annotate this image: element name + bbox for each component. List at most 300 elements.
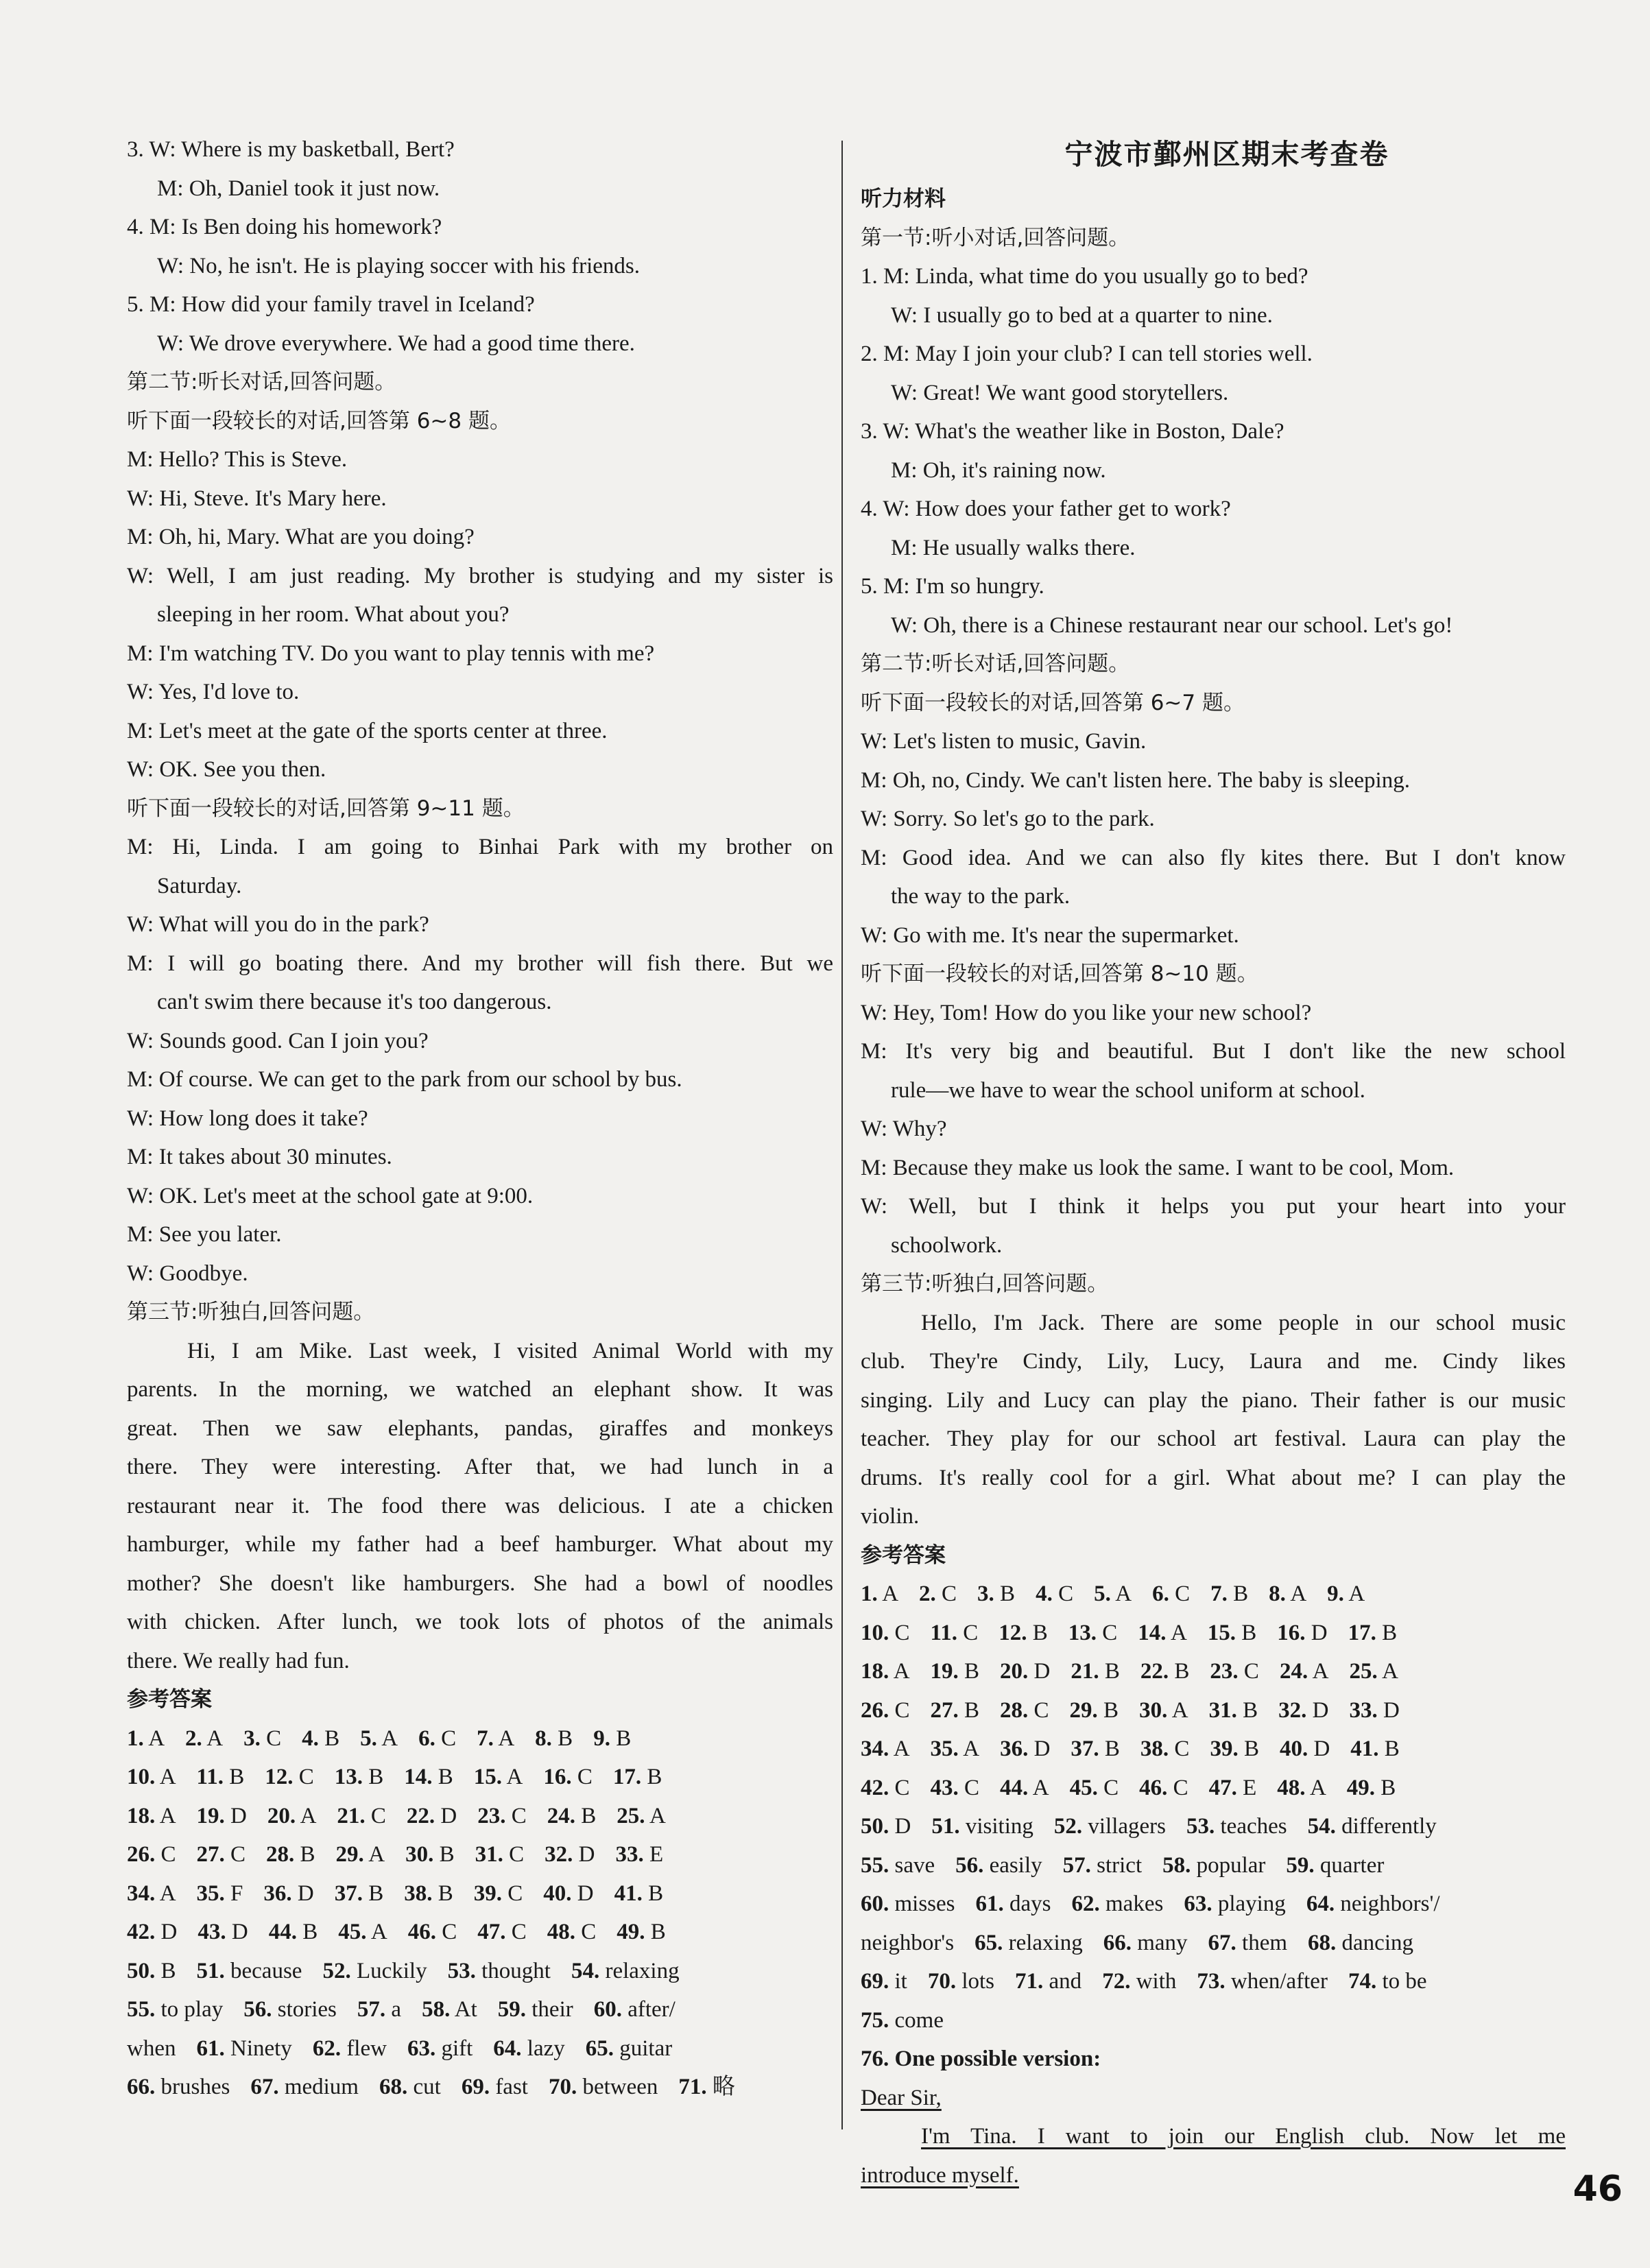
answer-item [919,1575,957,1614]
answer-item [1070,1691,1119,1730]
answer-value: C [266,1726,282,1751]
answer-row [861,1962,1566,2001]
answer-number: 21. [1071,1659,1099,1684]
answer-value: Luckily [356,1958,427,1983]
answer-item [198,1913,248,1952]
transcript-line: M: Oh, hi, Mary. What are you doing? [127,525,475,549]
answer-number: 8. [535,1726,552,1751]
transcript-line: W: I usually go to bed at a quarter to nine. [891,302,1273,328]
answer-number: 61. [196,2036,225,2061]
answer-value: flew [346,2036,387,2061]
answer-value: A [148,1726,165,1751]
answer-value: A [1312,1659,1329,1684]
transcript-line: M: Oh, Daniel took it just now. [157,176,440,201]
transcript-line: 听下面一段较长的对话,回答第 6~7 题。 [861,690,1245,715]
transcript-line: M: It's very big and beautiful. But I don't like the new school [861,1039,1566,1064]
answer-item [407,2029,473,2068]
answer-number: 67. [1208,1930,1236,1955]
writing-heading: 76. One possible version: [861,2046,1101,2071]
answer-row [861,1691,1566,1730]
answer-item [975,1924,1083,1963]
answer-value: C [1175,1581,1191,1606]
transcript-line: M: It takes about 30 minutes. [127,1145,392,1169]
answer-value: B [302,1920,318,1944]
answer-item [1350,1730,1400,1769]
answer-number: 28. [266,1842,295,1867]
answer-value: B [1380,1775,1396,1800]
answer-value: gift [441,2036,473,2061]
answer-number: 5. [360,1726,377,1751]
answer-item [976,1885,1051,1924]
answer-value: strict [1097,1852,1143,1878]
answer-number: 53. [447,1958,476,1983]
answer-value: B [1103,1697,1119,1723]
answer-item [1140,1730,1190,1769]
answer-row [861,1885,1566,1924]
answer-value: neighbor's [861,1930,955,1955]
answer-number: 46. [407,1920,436,1944]
transcript-line: M: Oh, it's raining now. [891,457,1106,483]
transcript-line: 听下面一段较长的对话,回答第 9~11 题。 [127,796,525,821]
answer-number: 40. [1279,1736,1308,1761]
answer-number: 14. [1138,1620,1167,1645]
answer-item [408,1913,457,1952]
answer-item [250,2068,359,2107]
answer-value: C [1103,1775,1119,1800]
answer-number: 19. [196,1803,225,1828]
answer-number: 47. [1208,1775,1237,1800]
answer-value: B [438,1765,453,1789]
answer-item [1208,1614,1257,1653]
answer-number: 4. [302,1726,319,1751]
answer-value: D [577,1881,594,1906]
answer-value: D [578,1842,595,1867]
answer-item [127,1952,176,1991]
answer-value: B [1384,1736,1400,1761]
answer-value: B [229,1765,245,1789]
answer-item [127,1797,176,1836]
transcript-line: M: Because they make us look the same. I want to be cool, Mom. [861,1155,1455,1180]
answer-item [861,1846,935,1885]
answer-value: D [1311,1620,1328,1645]
answer-row [127,2029,833,2068]
answer-number: 2. [919,1581,936,1606]
answer-item [448,1952,551,1991]
answer-number: 34. [127,1881,156,1906]
transcript-line: there. We really had fun. [127,1648,350,1673]
answer-number: 51. [196,1958,225,1983]
answer-number: 63. [407,2036,436,2061]
answer-value: when [127,2036,176,2061]
answer-number: 64. [1306,1891,1335,1916]
answer-number: 66. [127,2075,156,2099]
answer-value: to be [1382,1969,1427,1994]
transcript-line: W: Goodbye. [127,1261,248,1286]
answer-row [861,1769,1566,1808]
answer-value: D [230,1803,247,1828]
answer-number: 35. [930,1736,959,1761]
answer-item [955,1846,1042,1885]
answer-value: E [1243,1775,1257,1800]
answer-value: popular [1196,1852,1266,1878]
transcript-line: W: Hi, Steve. It's Mary here. [127,486,387,511]
answer-number: 55. [861,1852,889,1878]
answer-item [617,1913,666,1952]
transcript-line: W: We drove everywhere. We had a good time there. [157,331,635,356]
answer-number: 11. [196,1765,224,1789]
answer-number: 17. [1348,1620,1376,1645]
answer-number: 27. [930,1697,959,1723]
answer-value: B [439,1842,455,1867]
answer-number: 42. [127,1920,156,1944]
answer-item [861,2001,944,2040]
answer-item [302,1719,339,1758]
answer-number: 39. [473,1881,503,1906]
answer-value: A [159,1765,176,1789]
answer-item [196,2029,291,2068]
answer-value: B [1104,1736,1120,1761]
answer-row [127,1835,833,1874]
answer-value: C [160,1842,176,1867]
answer-number: 1. [127,1726,144,1751]
answer-number: 67. [250,2075,279,2099]
answer-item [861,1807,911,1846]
answer-number: 41. [614,1881,643,1906]
answer-value: dancing [1341,1930,1413,1955]
transcript-line: teacher. They play for our school art festival. Laura can play the [861,1427,1566,1451]
answer-value: 略 [712,2075,735,2099]
answer-item [185,1719,223,1758]
transcript-line: W: What will you do in the park? [127,912,429,937]
answer-number: 71. [1015,1969,1044,1994]
answer-value: their [531,1997,573,2022]
answer-item [493,2029,564,2068]
answer-value: stories [277,1997,337,2022]
answer-number: 26. [861,1697,889,1723]
answer-number: 18. [861,1659,889,1684]
answer-number: 9. [593,1726,610,1751]
answer-item [1000,1691,1049,1730]
answer-number: 52. [1053,1814,1083,1839]
answer-number: 43. [198,1920,226,1944]
answer-value: C [1033,1697,1049,1723]
answer-value: D [440,1803,457,1828]
transcript-line: 2. M: May I join your club? I can tell stories well. [861,342,1313,366]
answer-number: 27. [196,1842,225,1867]
answer-item [1054,1807,1166,1846]
answer-number: 5. [1094,1581,1111,1606]
answer-item [535,1719,573,1758]
answer-row [861,2001,1566,2040]
transcript-line: drums. It's really cool for a girl. What about me? I can play the [861,1465,1566,1490]
answer-value: C [511,1920,527,1944]
answer-number: 65. [585,2036,614,2061]
answer-number: 13. [1068,1620,1097,1645]
answer-value: B [1241,1620,1257,1645]
answer-number: 23. [477,1803,506,1828]
answer-item [931,1769,980,1808]
answer-item [379,2068,441,2107]
answer-value: A [649,1803,666,1828]
answer-value: C [1173,1775,1188,1800]
answer-value: A [893,1736,910,1761]
answer-item [1036,1575,1073,1614]
answer-item [1102,1962,1176,2001]
right-column [861,130,1566,2195]
answer-value: differently [1341,1814,1437,1839]
answer-item [1197,1962,1328,2001]
answer-number: 28. [1000,1697,1029,1723]
answer-item [1139,1691,1188,1730]
answer-item [127,1874,176,1913]
answer-item [861,1730,910,1769]
answer-number: 49. [617,1920,645,1944]
answer-value: A [300,1803,317,1828]
answer-item [498,1990,573,2029]
answer-item [549,2068,658,2107]
answer-item [571,1952,680,1991]
answer-number: 30. [1139,1697,1168,1723]
answer-item [977,1575,1015,1614]
answer-item [404,1874,453,1913]
transcript-line: Hi, I am Mike. Last week, I visited Animal World with my [187,1338,833,1363]
answer-number: 69. [461,2075,490,2099]
answer-item [1162,1846,1265,1885]
answer-value: C [894,1775,910,1800]
answer-value: B [1382,1620,1398,1645]
answer-value: A [1382,1659,1398,1684]
transcript-line: 1. M: Linda, what time do you usually go to bed? [861,264,1308,289]
answer-value: D [1033,1659,1051,1684]
answer-item [547,1913,597,1952]
transcript-line: W: Yes, I'd love to. [127,680,300,704]
answer-value: brushes [160,2075,230,2099]
answer-item [543,1874,593,1913]
answer-number: 38. [1140,1736,1169,1761]
answer-item [407,1797,457,1836]
answer-number: 54. [571,1958,600,1983]
answer-item [243,1990,337,2029]
answer-value: B [1000,1581,1016,1606]
answer-number: 19. [930,1659,959,1684]
answer-item [861,1614,910,1653]
answer-value: C [298,1765,314,1789]
answer-item [197,1874,243,1913]
answer-number: 42. [861,1775,889,1800]
transcript-line: M: Oh, no, Cindy. We can't listen here. The baby is sleeping. [861,767,1410,793]
transcript-line: 4. M: Is Ben doing his homework? [127,215,442,239]
transcript-line: club. They're Cindy, Lily, Lucy, Laura and me. Cindy likes [861,1349,1566,1374]
answer-item [1308,1924,1413,1963]
left-answers-heading: 参考答案 [127,1687,212,1712]
answer-item [615,1835,663,1874]
answer-number: 50. [861,1814,889,1839]
answer-value: A [1115,1581,1132,1606]
answer-item [1347,1769,1396,1808]
answer-value: C [1243,1659,1259,1684]
transcript-line: M: I will go boating there. And my brother will fish there. But we [127,951,833,976]
answer-value: B [558,1726,573,1751]
answer-item [1210,1575,1248,1614]
answer-number: 29. [1069,1697,1098,1723]
answer-item [127,1835,176,1874]
answer-value: A [159,1803,176,1828]
answer-item [1349,1691,1399,1730]
transcript-line: parents. In the morning, we watched an elephant show. It was [127,1377,833,1402]
answer-number: 17. [612,1765,642,1789]
answer-item [462,2068,528,2107]
transcript-line: 3. W: Where is my basketball, Bert? [127,137,455,162]
answer-value: playing [1217,1891,1286,1916]
transcript-line: hamburger, while my father had a beef hamburger. What about my [127,1532,833,1557]
answer-item [474,1758,523,1797]
column-divider [841,141,843,2129]
answer-item [1327,1575,1365,1614]
answer-value: teaches [1220,1814,1287,1839]
transcript-line: 5. M: How did your family travel in Iceland? [127,292,535,317]
answer-value: B [648,1881,664,1906]
answer-value: come [894,2007,944,2033]
answer-value: A [1309,1775,1326,1800]
answer-number: 75. [861,2007,889,2033]
answer-item [197,1952,302,1991]
answer-item [545,1835,595,1874]
answer-item [1000,1652,1050,1691]
letter-salutation: Dear Sir, [861,2085,942,2110]
transcript-line: schoolwork. [891,1232,1003,1258]
answer-value: C [942,1581,957,1606]
answer-value: B [581,1803,597,1828]
answer-item [861,1962,907,2001]
answer-item [266,1835,315,1874]
answer-number: 47. [477,1920,506,1944]
answer-item [475,1835,525,1874]
answer-number: 37. [1071,1736,1099,1761]
transcript-line: M: He usually walks there. [891,535,1136,560]
answer-number: 48. [1277,1775,1306,1800]
answer-value: A [1170,1620,1187,1645]
answer-number: 38. [404,1881,433,1906]
exam-title: 宁波市鄞州区期末考查卷 [1064,138,1389,171]
answer-value: A [1032,1775,1049,1800]
answer-number: 61. [975,1891,1004,1916]
transcript-line: W: How long does it take? [127,1106,368,1131]
answer-item [477,1913,527,1952]
answer-item [1269,1575,1306,1614]
answer-value: A [159,1881,176,1906]
answer-number: 32. [1278,1697,1307,1723]
page-number: 46 [1573,2169,1623,2210]
answer-value: F [230,1881,243,1906]
answer-item [614,1874,664,1913]
answer-item [1000,1769,1049,1808]
answer-value: D [297,1881,314,1906]
answer-value: D [1033,1736,1051,1761]
answer-item [335,1758,384,1797]
answer-value: A [963,1736,980,1761]
answer-item [243,1719,281,1758]
transcript-line: W: Well, but I think it helps you put your heart into your [861,1194,1566,1219]
transcript-line: W: Oh, there is a Chinese restaurant near our school. Let's go! [891,612,1453,638]
transcript-line: W: Well, I am just reading. My brother is studying and my sister is [127,563,833,588]
answer-value: misses [894,1891,955,1916]
answer-item [861,1575,898,1614]
answer-item [1063,1846,1142,1885]
answer-value: after/ [627,1997,675,2022]
answer-item [594,1990,675,2029]
answer-value: B [650,1920,666,1944]
answer-number: 39. [1210,1736,1239,1761]
answer-item [931,1614,979,1653]
answer-item [1186,1807,1287,1846]
answer-number: 57. [1062,1852,1091,1878]
answer-row [127,1797,833,1836]
transcript-line: M: See you later. [127,1222,282,1247]
answer-number: 29. [335,1842,364,1867]
transcript-line: 第三节:听独白,回答问题。 [861,1272,1109,1296]
answer-number: 6. [1152,1581,1169,1606]
answer-item [678,2068,735,2107]
answer-number: 18. [127,1803,156,1828]
answer-value: C [230,1842,246,1867]
answer-number: 31. [1208,1697,1237,1723]
answer-number: 3. [243,1726,261,1751]
answer-value: B [647,1765,662,1789]
answer-number: 60. [593,1997,622,2022]
transcript-line: Hello, I'm Jack. There are some people in our school music [921,1310,1566,1335]
answer-value: E [649,1842,664,1867]
answer-number: 2. [185,1726,202,1751]
answer-number: 68. [1308,1930,1337,1955]
answer-value: B [1233,1581,1249,1606]
answer-value: save [894,1852,935,1878]
answer-number: 20. [267,1803,296,1828]
transcript-line: M: Hi, Linda. I am going to Binhai Park with my brother on [127,835,833,859]
answer-number: 70. [927,1969,957,1994]
answer-number: 53. [1186,1814,1215,1839]
answer-item [593,1719,631,1758]
answer-row [127,1990,833,2029]
answer-value: C [581,1920,597,1944]
answer-number: 73. [1197,1969,1225,1994]
answer-value: B [300,1842,315,1867]
right-answers [861,1575,1566,2040]
answer-item [127,1990,223,2029]
answer-item [1184,1885,1285,1924]
answer-number: 43. [930,1775,959,1800]
answer-item [1286,1846,1384,1885]
transcript-line: 第三节:听独白,回答问题。 [127,1300,375,1324]
answer-number: 33. [615,1842,644,1867]
answer-value: quarter [1319,1852,1385,1878]
answer-value: guitar [619,2036,673,2061]
left-answers [127,1719,833,2107]
answer-value: C [577,1765,593,1789]
answer-value: Ninety [230,2036,292,2061]
answer-value: A [1348,1581,1365,1606]
transcript-line: 第一节:听小对话,回答问题。 [861,225,1130,250]
answer-value: B [324,1726,340,1751]
answer-row [127,1758,833,1797]
answer-value: A [506,1765,523,1789]
transcript-line: W: Sounds good. Can I join you? [127,1028,429,1053]
answer-number: 50. [127,1958,156,1983]
answer-item [337,1797,386,1836]
answer-item [861,1769,910,1808]
answer-number: 15. [473,1765,503,1789]
transcript-line: great. Then we saw elephants, pandas, giraffes and monkeys [127,1416,833,1441]
answer-item [1208,1924,1287,1963]
